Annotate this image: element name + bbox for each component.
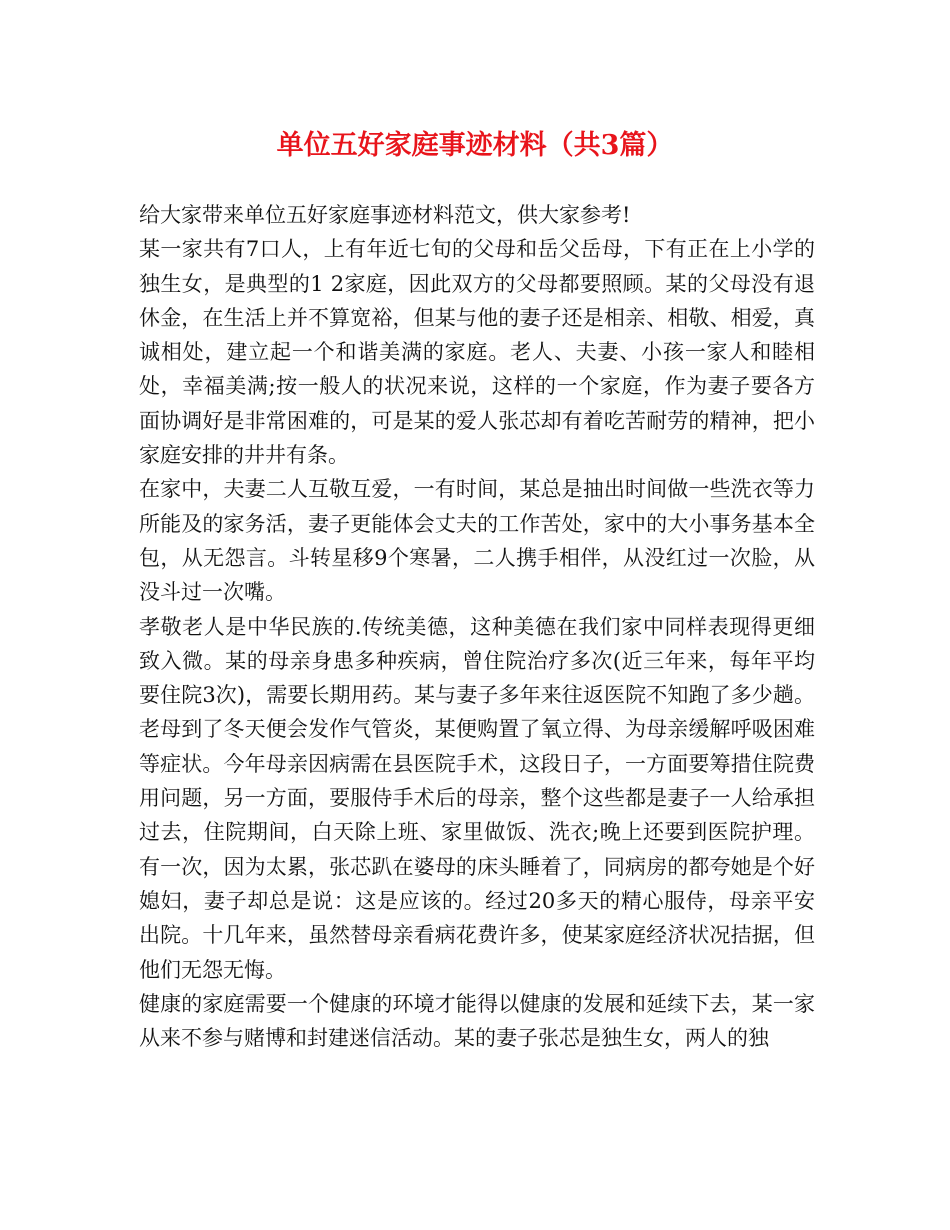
- paragraph-family: 某一家共有7口人，上有年近七旬的父母和岳父岳母，下有正在上小学的独生女，是典型的1 2家庭，因此双方的父母都要照顾。某的父母没有退休金，在生活上并不算宽裕，但某与他的妻子还是相亲、相敬、相爱，真诚相处，建立起一个和谐美满的家庭。老人、夫妻、小孩一家人和睦相处，幸福美满;按一般人的状况来说，这样的一个家庭，作为妻子要各方面协调好是非常困难的，可是某的爱人张芯却有着吃苦耐劳的精神，把小家庭安排的井井有条。: [139, 237, 815, 468]
- document-body: [139, 198, 815, 1055]
- document-title: 单位五好家庭事迹材料（共3篇）: [276, 130, 674, 161]
- paragraph-couple: 在家中，夫妻二人互敬互爱，一有时间，某总是抽出时间做一些洗衣等力所能及的家务活，妻子更能体会丈夫的工作苦处，家中的大小事务基本全包，从无怨言。斗转星移9个寒暑，二人携手相伴，从没红过一次脸，从没斗过一次嘴。: [139, 477, 815, 605]
- paragraph-filial-piety: 孝敬老人是中华民族的.传统美德，这种美德在我们家中同样表现得更细致入微。某的母亲身患多种疾病，曾住院治疗多次(近三年来，每年平均要住院3次)，需要长期用药。某与妻子多年来往返医院不知跑了多少趟。老母到了冬天便会发作气管炎，某便购置了氧立得、为母亲缓解呼吸困难等症状。今年母亲因病需在县医院手术，这段日子，一方面要筹措住院费用问题，另一方面，要服侍手术后的母亲，整个这些都是妻子一人给承担过去，住院期间，白天除上班、家里做饭、洗衣;晚上还要到医院护理。有一次，因为太累，张芯趴在婆母的床头睡着了，同病房的都夸她是个好媳妇，妻子却总是说：这是应该的。经过20多天的精心服侍，母亲平安出院。十几年来，虽然替母亲看病花费许多，使某家庭经济状况拮据，但他们无怨无悔。: [139, 614, 815, 982]
- paragraph-intro: 给大家带来单位五好家庭事迹材料范文，供大家参考!: [139, 203, 631, 227]
- paragraph-healthy-family: 健康的家庭需要一个健康的环境才能得以健康的发展和延续下去，某一家从来不参与赌博和封建迷信活动。某的妻子张芯是独生女，两人的独: [139, 991, 815, 1051]
